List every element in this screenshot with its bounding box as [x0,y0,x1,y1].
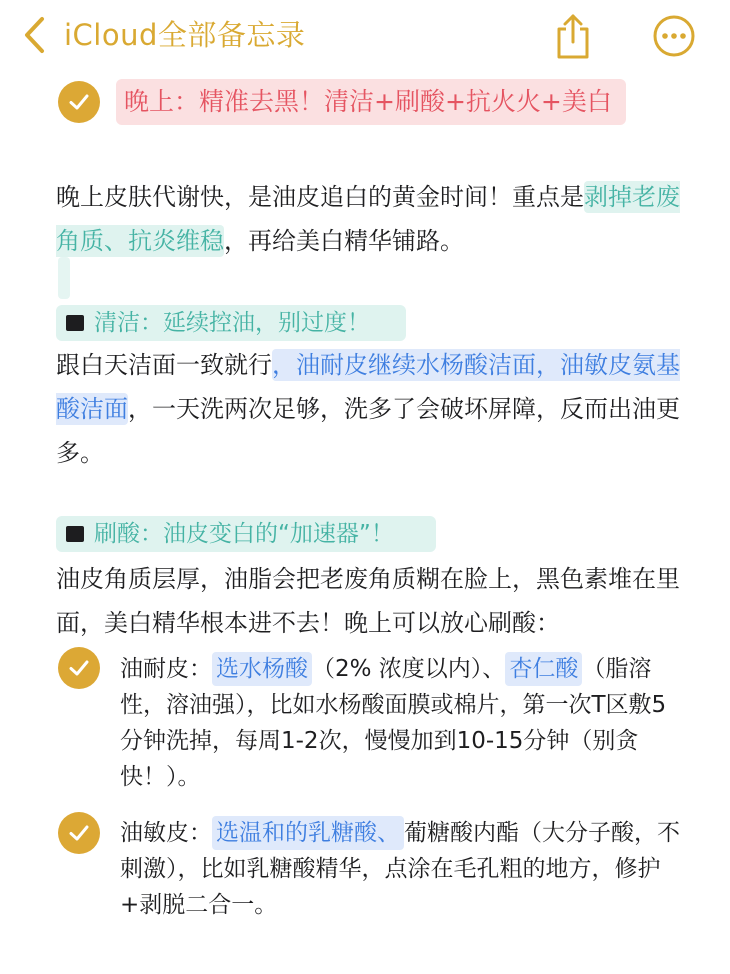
share-icon[interactable] [553,12,593,60]
item-text: 葡糖酸内酯（大分子酸，不刺激），比如乳糖酸精华，点涂在毛孔粗的地方，修护+剥脱二合一。 [120,820,680,918]
checkmark-icon [67,90,91,114]
intro-paragraph [56,175,681,263]
chevron-left-icon [22,14,48,56]
back-button[interactable] [22,14,305,56]
checklist-item [120,815,680,923]
checkmark-icon [67,656,91,680]
checkmark-icon [67,821,91,845]
item-prefix: 油敏皮： [120,820,212,846]
item-highlight: 选温和的乳糖酸、 [212,816,404,850]
nav-bar [0,0,730,72]
item-text: （脂溶性，溶油强），比如水杨酸面膜或棉片，第一次T区敷5分钟洗掉，每周1-2次，慢慢加到10-15分钟（别贪快！）。 [120,656,667,790]
checklist-item [120,651,680,795]
intro-highlight: 剥掉老废角质、抗炎维稳 [56,183,680,255]
clean-text-end: ，一天洗两次足够，洗多了会破坏屏障，反而出油更多。 [56,395,680,467]
clean-highlight: ，油耐皮继续水杨酸洁面，油敏皮氨基酸洁面 [56,351,680,423]
item-text: （2% 浓度以内）、 [312,656,506,682]
section-heading-acid [56,516,436,552]
section-heading-text: 刷酸：油皮变白的“加速器”！ [94,521,394,547]
intro-text-end: ，再给美白精华铺路。 [224,227,464,255]
item-highlight: 选水杨酸 [212,652,312,686]
checkbox-checked[interactable] [58,812,100,854]
checkbox-checked[interactable] [58,647,100,689]
intro-text: 晚上皮肤代谢快，是油皮追白的黄金时间！重点是 [56,183,584,211]
checkbox-checked[interactable] [58,81,100,123]
section-heading-text: 清洁：延续控油，别过度！ [94,310,370,336]
clean-text: 跟白天洁面一致就行 [56,351,272,379]
black-square-icon [66,526,84,542]
back-label: iCloud全部备忘录 [64,18,306,52]
clean-paragraph [56,343,681,475]
checklist-title: 晚上：精准去黑！清洁+刷酸+抗火火+美白 [116,79,626,125]
section-heading-clean [56,305,406,341]
black-square-icon [66,315,84,331]
highlight-fragment [58,257,70,299]
item-highlight: 杏仁酸 [505,652,582,686]
acid-paragraph: 油皮角质层厚，油脂会把老废角质糊在脸上，黑色素堆在里面，美白精华根本进不去！晚上可以放心刷酸： [56,565,680,637]
more-icon[interactable] [652,14,696,58]
item-prefix: 油耐皮： [120,656,212,682]
